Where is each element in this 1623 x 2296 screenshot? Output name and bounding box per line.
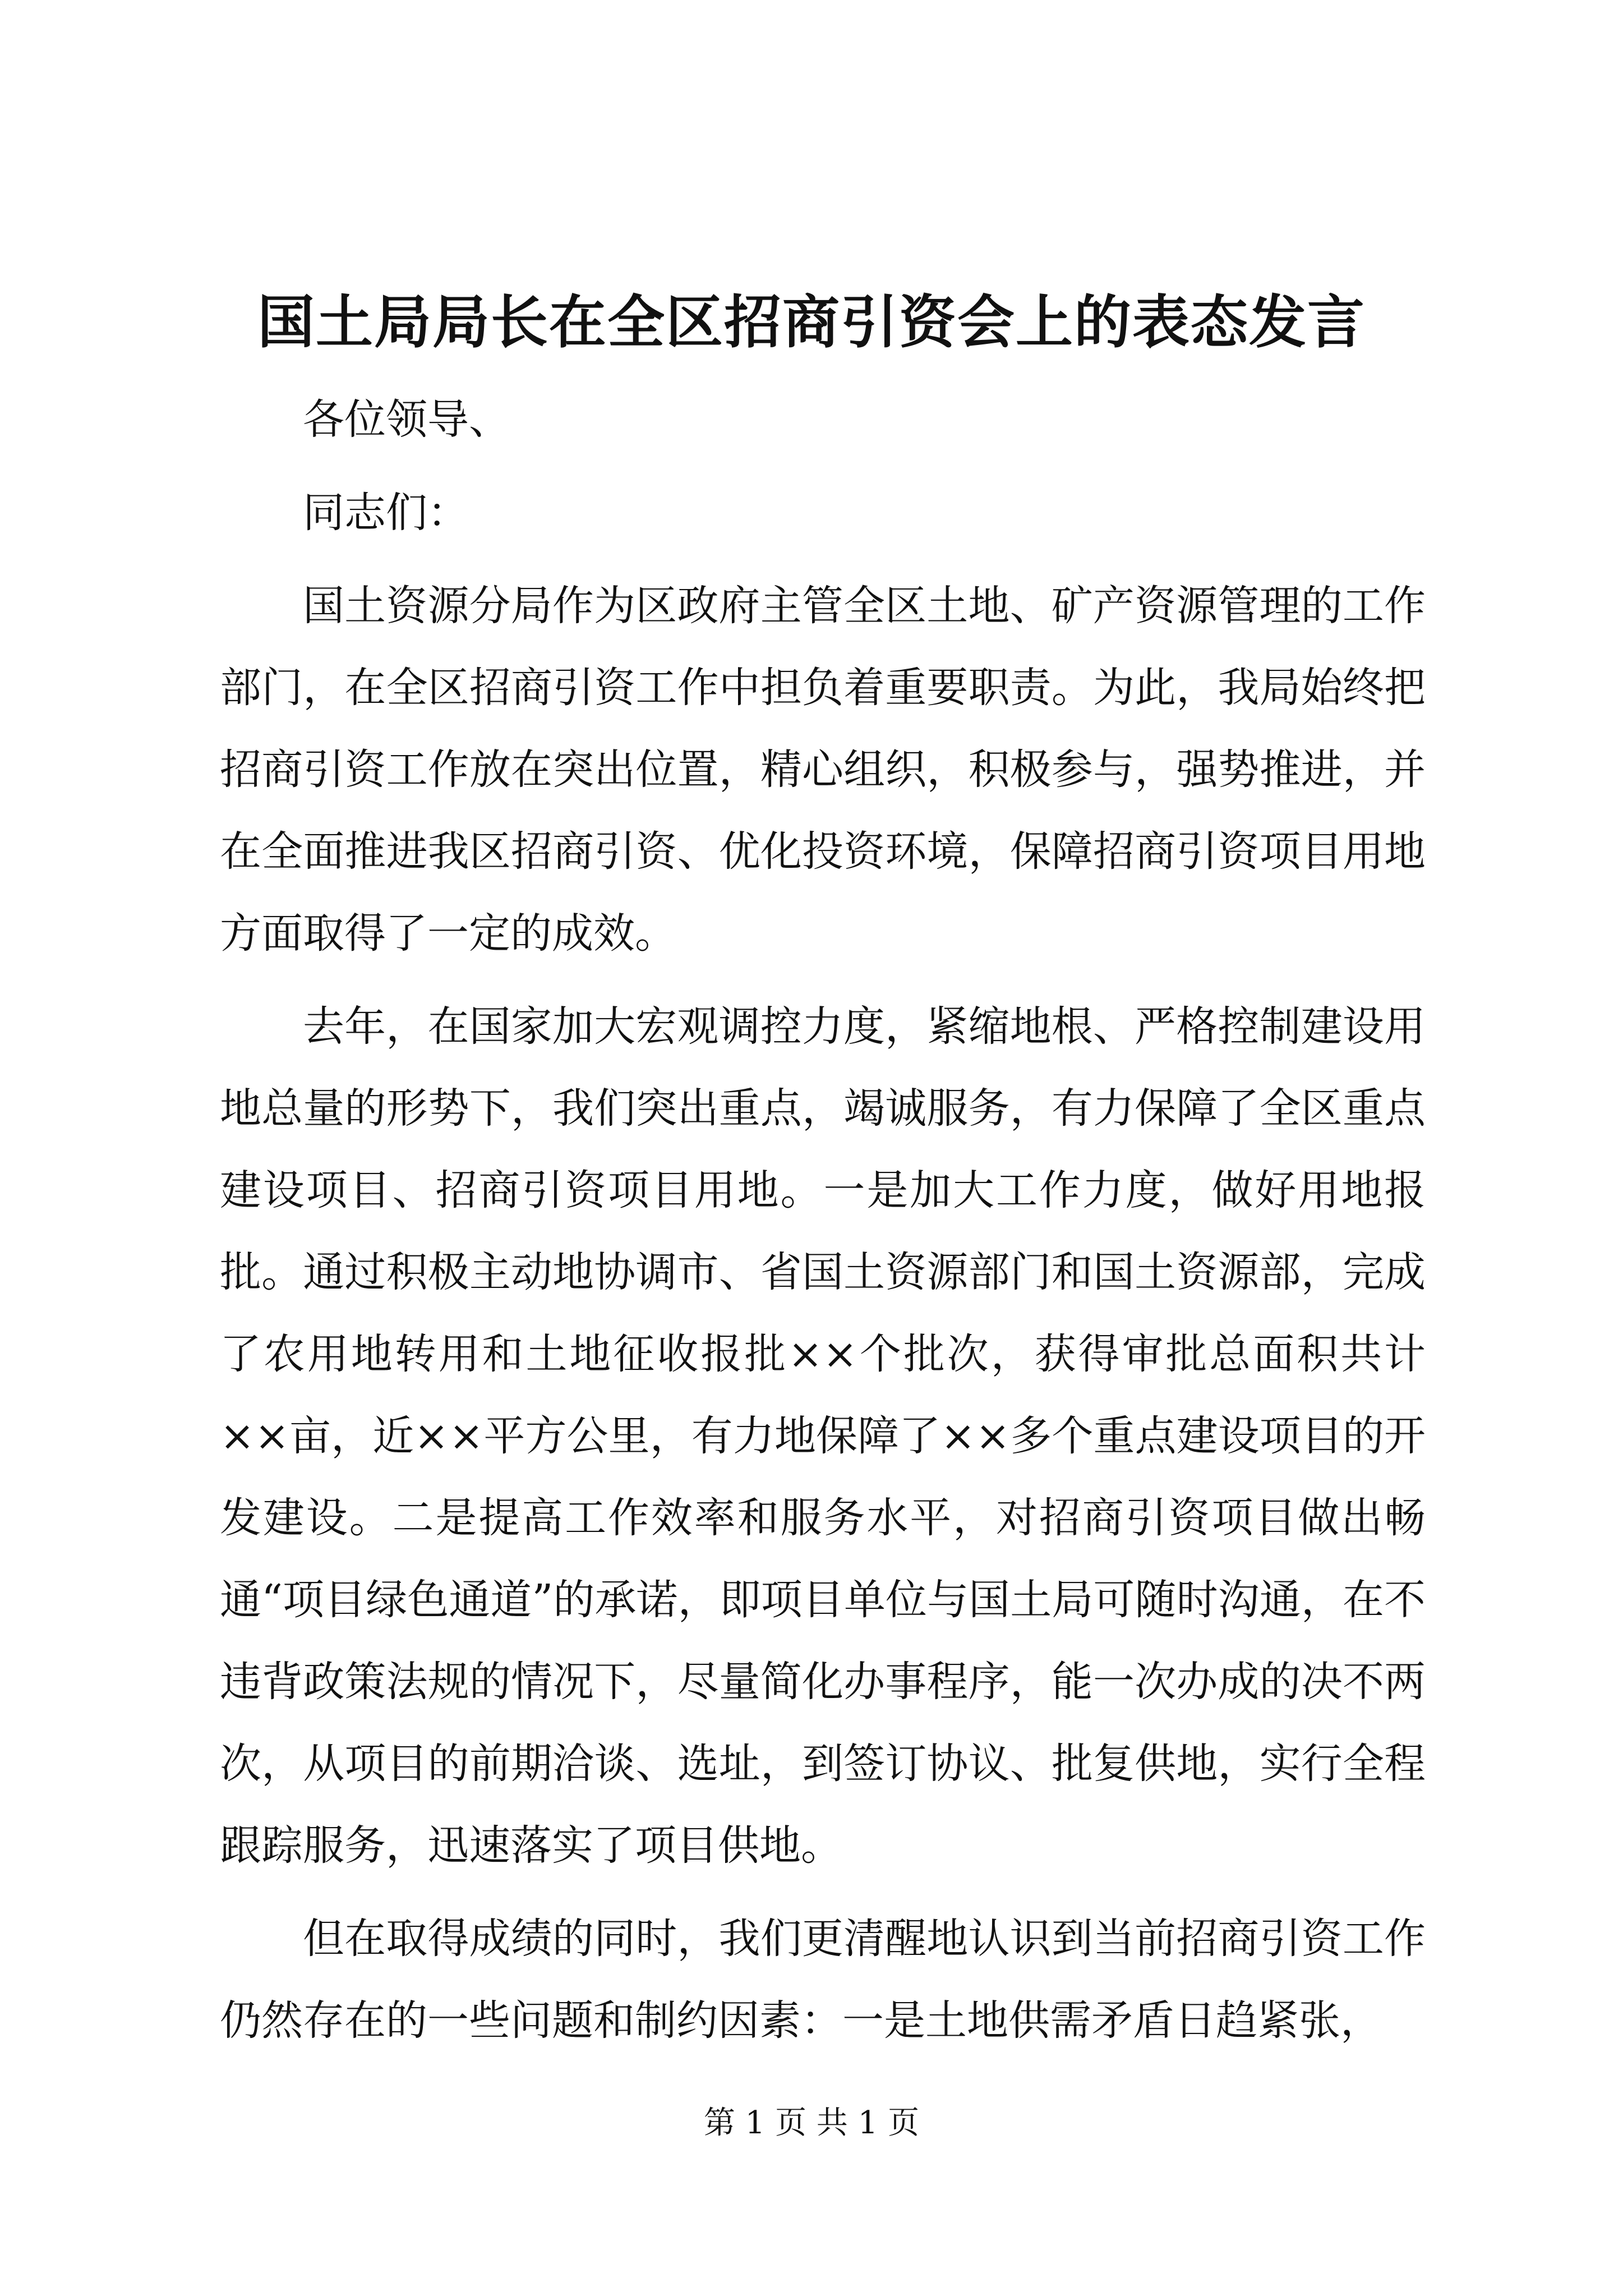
salutation-line-1: 各位领导、 (303, 395, 510, 444)
document-title: 国土局局长在全区招商引资会上的表态发言 (257, 289, 1366, 356)
document-body (220, 379, 1426, 2073)
salutation-line-2: 同志们： (303, 489, 469, 537)
page-number: 第 1 页 共 1 页 (703, 2105, 920, 2141)
body-paragraph: 国土资源分局作为区政府主管全区土地、矿产资源管理的工作部门，在全区招商引资工作中担负着重要职责。为此，我局始终把招商引资工作放在突出位置，精心组织，积极参与，强势推进，并在全面推进我区招商引资、优化投资环境，保障招商引资项目用地方面取得了一定的成效。 (220, 582, 1426, 958)
body-paragraph: 但在取得成绩的同时，我们更清醒地认识到当前招商引资工作仍然存在的一些问题和制约因素：一是土地供需矛盾日趋紧张， (220, 1915, 1426, 2045)
body-paragraph: 去年，在国家加大宏观调控力度，紧缩地根、严格控制建设用地总量的形势下，我们突出重点，竭诚服务，有力保障了全区重点建设项目、招商引资项目用地。一是加大工作力度，做好用地报批。通过积极主动地协调市、省国土资源部门和国土资源部，完成了农用地转用和土地征收报批××个批次，获得审批总面积共计××亩，近××平方公里，有力地保障了××多个重点建设项目的开发建设。二是提高工作效率和服务水平，对招商引资项目做出畅通“项目绿色通道”的承诺，即项目单位与国土局可随时沟通，在不违背政策法规的情况下，尽量简化办事程序，能一次办成的决不两次，从项目的前期洽谈、选址，到签订协议、批复供地，实行全程跟踪服务，迅速落实了项目供地。 (220, 1002, 1426, 1870)
